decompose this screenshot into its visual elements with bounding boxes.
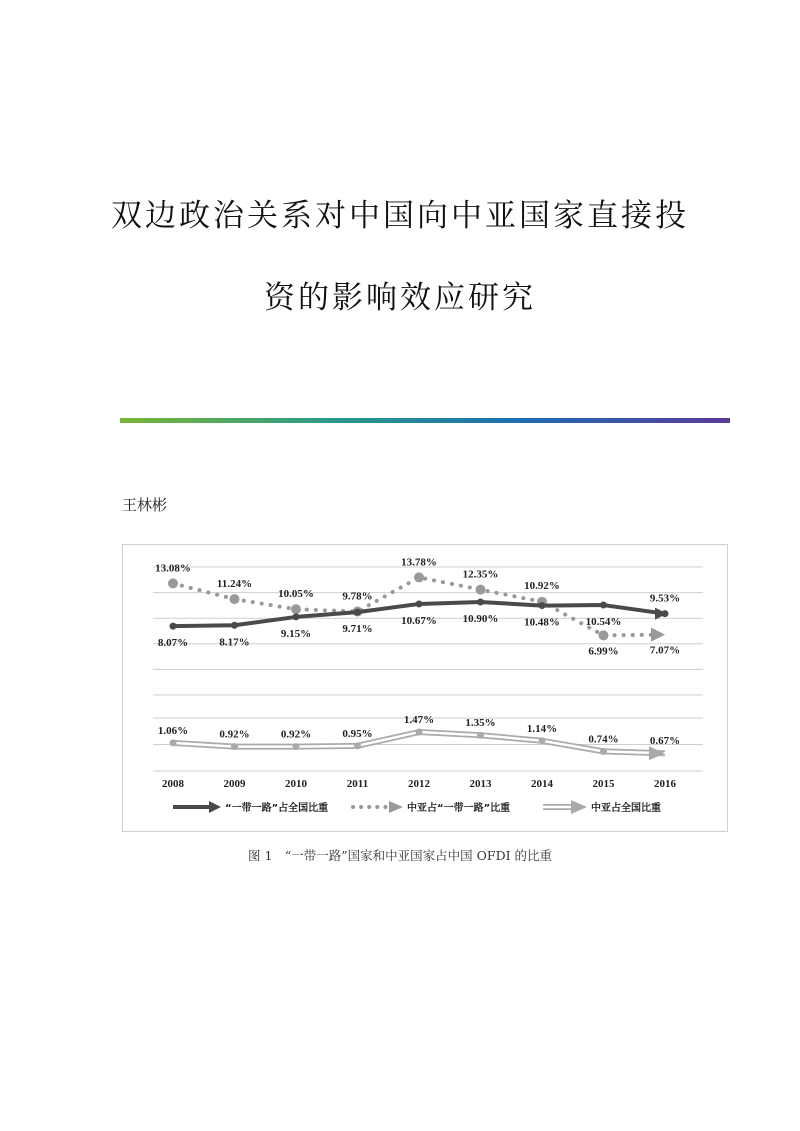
series-belt-road-national-point	[354, 609, 361, 616]
data-label-belt-road-national: 8.07%	[157, 637, 189, 650]
series-central-asia-national-point	[416, 729, 423, 736]
data-label-central-asia-belt-road: 10.92%	[524, 579, 560, 592]
data-label-central-asia-belt-road: 11.24%	[216, 578, 253, 591]
x-tick-label: 2012	[408, 778, 430, 790]
data-label-central-asia-national: 0.74%	[588, 733, 619, 746]
series-central-asia-national-point	[231, 743, 238, 750]
data-label-belt-road-national: 10.54%	[585, 616, 622, 629]
series-central-asia-belt-road-point	[414, 572, 424, 582]
series-central-asia-national-point	[170, 739, 177, 746]
series-belt-road-national-point	[416, 600, 423, 607]
series-central-asia-national-point	[354, 742, 361, 749]
series-central-asia-belt-road-point	[291, 604, 301, 614]
series-belt-road-national-point	[231, 622, 238, 629]
title-divider	[120, 418, 730, 423]
data-label-central-asia-belt-road: 13.78%	[401, 556, 437, 569]
x-tick-label: 2013	[469, 778, 492, 790]
legend-central-asia-belt-road-arrow	[389, 801, 403, 813]
legend-belt-road-national-label: “一带一路”占全国比重	[225, 803, 329, 814]
legend-central-asia-belt-road-label: 中亚占“一带一路”比重	[407, 803, 511, 814]
x-tick-label: 2010	[285, 778, 307, 790]
x-tick-label: 2008	[162, 778, 184, 790]
series-central-asia-belt-road-arrow	[651, 628, 665, 642]
data-label-central-asia-belt-road: 13.08%	[155, 562, 191, 575]
series-belt-road-national-point	[600, 602, 607, 609]
data-label-central-asia-belt-road: 6.99%	[588, 645, 619, 658]
figure-chart	[122, 544, 728, 832]
series-belt-road-national-point	[293, 613, 300, 620]
series-central-asia-belt-road-point	[230, 594, 240, 604]
legend-central-asia-national-arrow	[571, 800, 587, 814]
series-central-asia-national-point	[293, 743, 300, 750]
series-belt-road-national-point	[170, 623, 177, 630]
series-central-asia-national-point	[600, 748, 607, 755]
data-label-central-asia-belt-road: 10.05%	[278, 588, 314, 601]
legend-belt-road-national-arrow	[209, 801, 221, 813]
data-label-belt-road-national: 10.90%	[462, 612, 499, 625]
title-line-1: 双边政治关系对中国向中亚国家直接投	[111, 198, 689, 234]
figure-caption: 图 1 “一带一路”国家和中亚国家占中国 OFDI 的比重	[247, 848, 553, 863]
title-line-2: 资的影响效应研究	[264, 280, 536, 316]
data-label-belt-road-national: 9.53%	[649, 592, 681, 605]
series-central-asia-national-arrow	[649, 746, 665, 760]
data-label-belt-road-national: 8.17%	[219, 636, 250, 649]
data-label-central-asia-belt-road: 12.35%	[462, 568, 499, 581]
series-central-asia-belt-road-point	[476, 585, 486, 595]
data-label-central-asia-national: 0.92%	[280, 728, 312, 741]
line-chart	[123, 545, 727, 831]
data-label-belt-road-national: 10.67%	[401, 614, 437, 627]
data-label-central-asia-belt-road: 7.07%	[649, 644, 681, 657]
data-label-central-asia-national: 0.95%	[342, 727, 373, 740]
data-label-belt-road-national: 9.71%	[342, 623, 373, 636]
data-label-central-asia-national: 1.14%	[526, 722, 558, 735]
x-tick-label: 2009	[223, 778, 246, 790]
data-label-central-asia-national: 1.35%	[465, 717, 496, 730]
x-tick-label: 2016	[654, 778, 676, 790]
x-tick-label: 2011	[346, 778, 369, 790]
data-label-central-asia-national: 0.92%	[219, 728, 250, 741]
x-tick-label: 2014	[531, 778, 553, 790]
series-central-asia-belt-road-point	[599, 630, 609, 640]
data-label-central-asia-belt-road: 9.78%	[342, 590, 373, 603]
series-central-asia-national-point	[477, 732, 484, 739]
series-central-asia-belt-road-point	[168, 578, 178, 588]
author-name: 王林彬	[122, 496, 168, 514]
data-label-belt-road-national: 10.48%	[524, 616, 560, 629]
x-tick-label: 2015	[592, 778, 615, 790]
series-belt-road-national-point	[477, 598, 484, 605]
data-label-central-asia-national: 1.06%	[157, 724, 189, 737]
legend-central-asia-national-label: 中亚占全国比重	[591, 803, 661, 814]
data-label-central-asia-national: 0.67%	[649, 735, 681, 748]
series-central-asia-national-point	[539, 737, 546, 744]
data-label-central-asia-national: 1.47%	[403, 714, 435, 727]
series-belt-road-national-point	[539, 602, 546, 609]
data-label-belt-road-national: 9.15%	[280, 627, 312, 640]
